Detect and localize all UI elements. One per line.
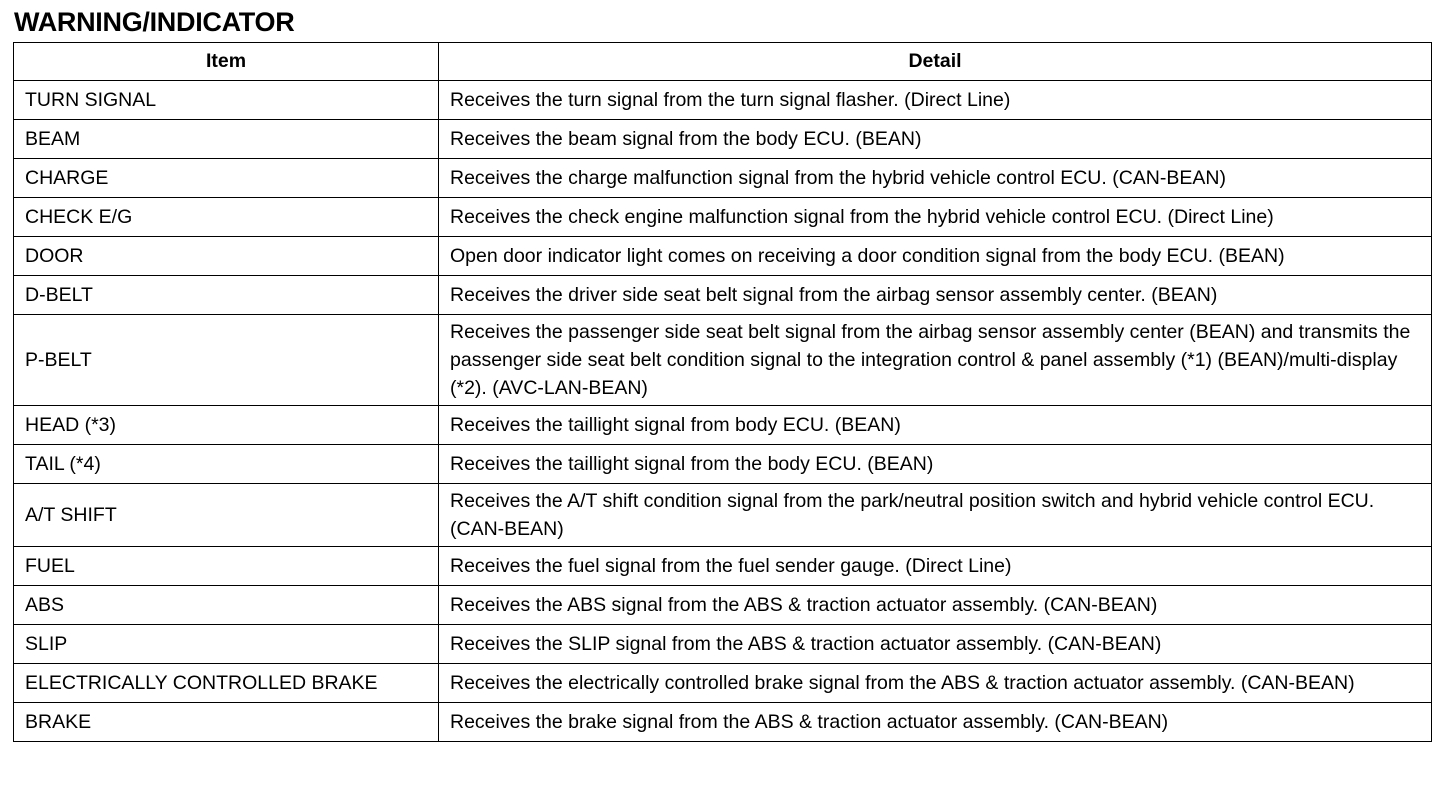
column-header-detail: Detail [439,43,1432,81]
column-header-item: Item [14,43,439,81]
cell-detail: Receives the beam signal from the body ECU. (BEAN) [439,120,1432,159]
cell-item: TURN SIGNAL [14,81,439,120]
cell-detail: Receives the taillight signal from body ECU. (BEAN) [439,406,1432,445]
cell-item: ELECTRICALLY CONTROLLED BRAKE [14,664,439,703]
cell-item: CHARGE [14,159,439,198]
cell-item: TAIL (*4) [14,445,439,484]
table-row [14,664,1432,703]
table-row [14,159,1432,198]
cell-item: DOOR [14,237,439,276]
table-row [14,406,1432,445]
cell-item: D-BELT [14,276,439,315]
table-row [14,703,1432,742]
table-row [14,237,1432,276]
cell-detail: Receives the ABS signal from the ABS & traction actuator assembly. (CAN-BEAN) [439,586,1432,625]
table-row [14,198,1432,237]
table-row [14,586,1432,625]
cell-item: BRAKE [14,703,439,742]
header-row [14,43,1432,81]
cell-item: FUEL [14,547,439,586]
cell-item: BEAM [14,120,439,159]
cell-detail: Receives the turn signal from the turn signal flasher. (Direct Line) [439,81,1432,120]
cell-detail: Receives the driver side seat belt signal from the airbag sensor assembly center. (BEAN) [439,276,1432,315]
table-row [14,276,1432,315]
cell-detail: Receives the SLIP signal from the ABS & traction actuator assembly. (CAN-BEAN) [439,625,1432,664]
cell-detail: Receives the charge malfunction signal from the hybrid vehicle control ECU. (CAN-BEAN) [439,159,1432,198]
cell-detail: Receives the check engine malfunction signal from the hybrid vehicle control ECU. (Direct Line) [439,198,1432,237]
table-row [14,484,1432,547]
table-row [14,445,1432,484]
warning-indicator-table [13,42,1432,742]
table-row [14,547,1432,586]
cell-detail: Open door indicator light comes on receiving a door condition signal from the body ECU. (BEAN) [439,237,1432,276]
cell-detail: Receives the A/T shift condition signal from the park/neutral position switch and hybrid vehicle control ECU. (CAN-BEAN) [439,484,1432,547]
cell-item: CHECK E/G [14,198,439,237]
cell-detail: Receives the brake signal from the ABS & traction actuator assembly. (CAN-BEAN) [439,703,1432,742]
cell-detail: Receives the fuel signal from the fuel sender gauge. (Direct Line) [439,547,1432,586]
table-row [14,81,1432,120]
table-header [14,43,1432,81]
table-row [14,120,1432,159]
cell-item: SLIP [14,625,439,664]
cell-detail: Receives the taillight signal from the body ECU. (BEAN) [439,445,1432,484]
cell-item: HEAD (*3) [14,406,439,445]
cell-item: A/T SHIFT [14,484,439,547]
cell-detail: Receives the passenger side seat belt signal from the airbag sensor assembly center (BEAN) and transmits the passenger side seat belt condition signal to the integration control & panel assembly (*1) (BEAN)/multi-display (*2). (AVC-LAN-BEAN) [439,315,1432,406]
cell-detail: Receives the electrically controlled brake signal from the ABS & traction actuator assembly. (CAN-BEAN) [439,664,1432,703]
page-title: WARNING/INDICATOR [14,7,295,37]
table-body [14,81,1432,742]
cell-item: ABS [14,586,439,625]
cell-item: P-BELT [14,315,439,406]
table-row [14,625,1432,664]
table-row [14,315,1432,406]
